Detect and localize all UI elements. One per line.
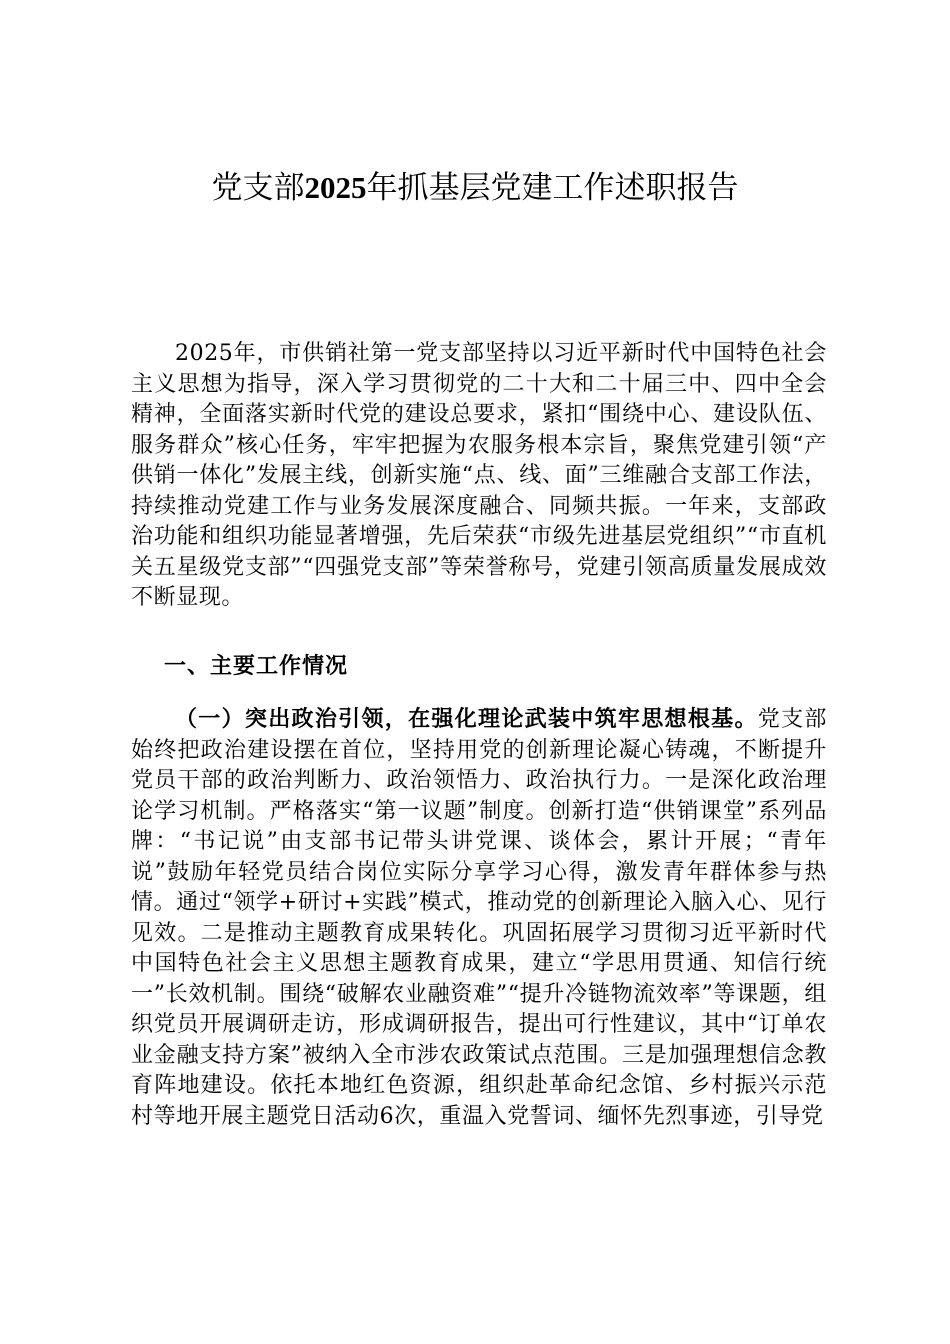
section-heading-main-work: 一、主要工作情况	[164, 653, 349, 679]
subsection-body-text: 党支部始终把政治建设摆在首位，坚持用党的创新理论凝心铸魂，不断提升党员干部的政治判断力、政治领悟力、政治执行力。一是深化政治理论学习机制。严格落实“第一议题”制度。创新打造“供销课堂”系列品牌：“书记说”由支部书记带头讲党课、谈体会，累计开展；“青年说”鼓励年轻党员结合岗位实际分享学习心得，激发青年群体参与热情。通过“领学+研讨+实践”模式，推动党的创新理论入脑入心、见行见效。二是推动主题教育成果转化。巩固拓展学习贯彻习近平新时代中国特色社会主义思想主题教育成果，建立“学思用贯通、知信行统一”长效机制。围绕“破解农业融资难”“提升冷链物流效率”等课题，组织党员开展调研走访，形成调研报告，提出可行性建议，其中“订单农业金融支持方案”被纳入全市涉农政策试点范围。三是加强理想信念教育阵地建设。依托本地红色资源，组织赴革命纪念馆、乡村振兴示范村等地开展主题党日活动6次，重温入党誓词、缅怀先烈事迹，引导党	[131, 707, 827, 1129]
title-year: 2025	[304, 170, 367, 205]
subsection-paragraph	[131, 704, 827, 1132]
title-suffix: 年抓基层党建工作述职报告	[366, 170, 739, 206]
title-prefix: 党支部	[211, 170, 305, 206]
intro-paragraph: 2025年，市供销社第一党支部坚持以习近平新时代中国特色社会主义思想为指导，深入学习贯彻党的二十大和二十届三中、四中全会精神，全面落实新时代党的建设总要求，紧扣“围绕中心、建设队伍、服务群众”核心任务，牢牢把握为农服务根本宗旨，聚焦党建引领“产供销一体化”发展主线，创新实施“点、线、面”三维融合支部工作法，持续推动党建工作与业务发展深度融合、同频共振。一年来，支部政治功能和组织功能显著增强，先后荣获“市级先进基层党组织”“市直机关五星级党支部”“四强党支部”等荣誉称号，党建引领高质量发展成效不断显现。	[131, 341, 827, 610]
subsection-heading: （一）突出政治引领，在强化理论武装中筑牢思想根基。	[175, 706, 758, 732]
document-title	[0, 166, 950, 210]
